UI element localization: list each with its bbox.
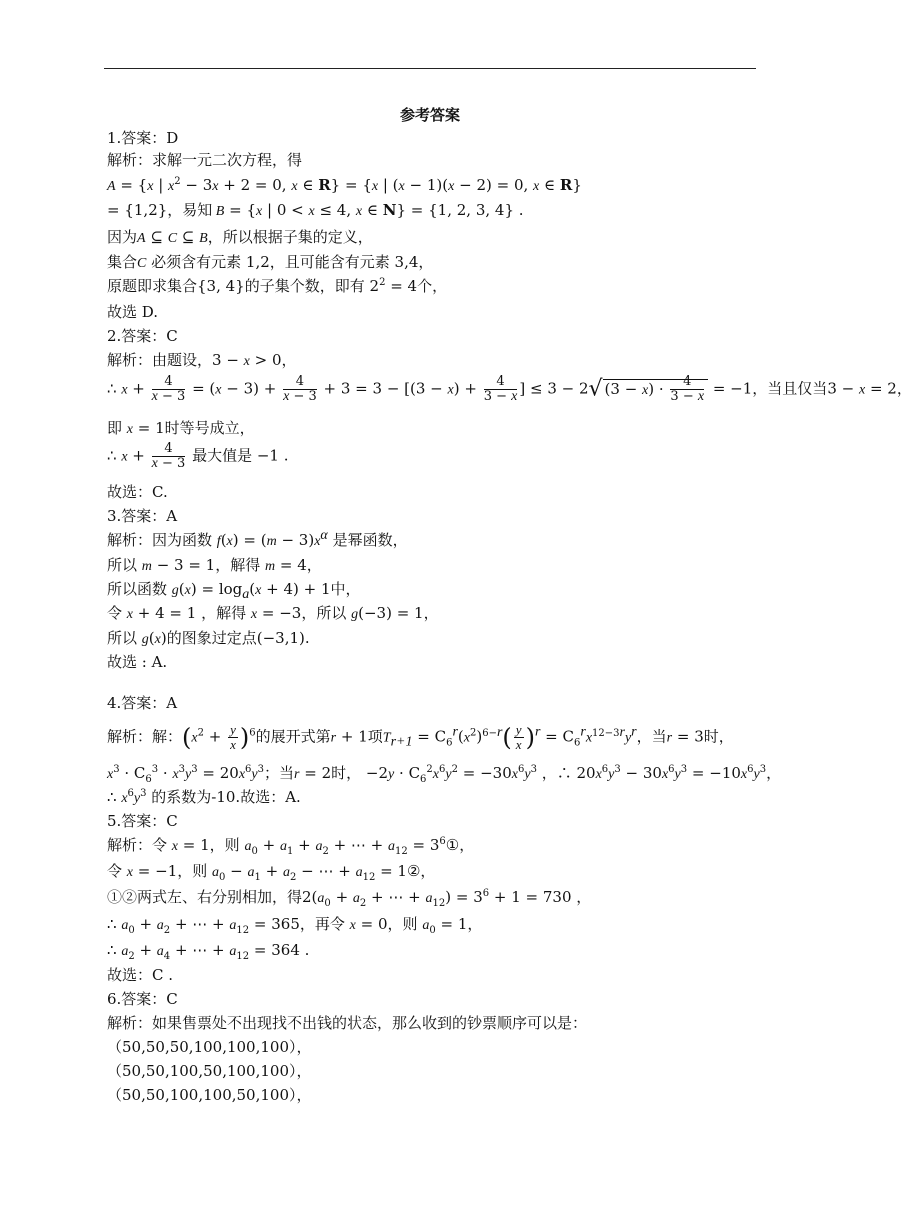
q2-line-4-text: 最大值是: [192, 446, 253, 465]
q1-line-1: 解析：求解一元二次方程，得: [107, 151, 303, 169]
q3-line-4-text-a: 令: [107, 604, 123, 622]
q2-line-3-text-a: 即: [107, 419, 123, 437]
q3-line-4-text-b: ，解得: [201, 604, 247, 622]
q5-line-1-text-b: ，则: [209, 836, 240, 854]
header-rule: [104, 68, 756, 69]
q2-line-5: 故选：C.: [107, 483, 168, 501]
q3-line-4: 令 x + 4 = 1 ，解得 x = −3，所以 g(−3) = 1，: [107, 604, 439, 622]
q5-line-4-text-c: ，则: [387, 915, 418, 933]
q3-line-5-text-a: 所以: [107, 629, 138, 647]
q4-line-1-text-e: 时，: [703, 727, 734, 746]
q4-line-1-text-b: 的展开式第: [255, 727, 331, 746]
q6-answer: 6.答案：C: [107, 990, 178, 1008]
q1-line-3: = {1,2}，易知 B = {x | 0 < x ≤ 4, x ∈ N} = {1, 2, 3, 4} .: [107, 201, 524, 219]
q3-line-3: 所以函数 $g(x) = \log_a(x + 4) + 1$中，: [107, 580, 361, 602]
q4-answer: 4.答案：A: [107, 694, 178, 712]
q4-line-1: 解析：解：($x^2$ + $\frac{y}{x}$ )$^6$的展开式第r + 1项$T_{r+1} = C_6^r(x^2)^{6-r}$( $\frac{y}{x}$ )$^r = C_6^rx^{12-3r}y^r$，当r = 3时，: [107, 722, 734, 752]
q1-line-4: 因为A ⊆ C ⊆ B，所以根据子集的定义，: [107, 228, 373, 246]
q3-line-2-text-b: ，解得: [215, 556, 261, 574]
q2-line-3-text-b: 时等号成立，: [164, 419, 255, 437]
q3-line-1-text-a: 解析：因为函数: [107, 531, 213, 549]
q3-line-3-text-a: 所以函数: [107, 580, 168, 598]
q5-line-4-text-b: ，再令: [299, 915, 345, 933]
q1-line-3-text: ，易知: [167, 201, 213, 219]
q1-line-4-text-b: ，所以根据子集的定义，: [207, 228, 373, 246]
q5-line-1: 解析：令 x = 1，则 $a_0 + a_1 + a_2$ + ⋯ + $a_{12}$ = $3^6①$，: [107, 836, 475, 857]
q3-answer: 3.答案：A: [107, 507, 178, 525]
q4-line-3-text: 的系数为-10.故选：A.: [151, 788, 301, 806]
q1-line-4-text-a: 因为: [107, 228, 138, 246]
q5-line-6: 故选：C .: [107, 966, 174, 984]
q1-line-6-text-a: 原题即求集合: [107, 277, 198, 295]
q4-line-3: ∴ $x^6y^3$ 的系数为-10.故选：A.: [107, 788, 301, 806]
q3-line-1-text-b: 是幂函数，: [332, 531, 408, 549]
q1-line-5-text-a: 集合: [107, 253, 138, 271]
q5-line-2-text-a: 令: [107, 862, 123, 880]
q1-line-6: 原题即求集合{3, 4}的子集个数，即有 $2^2 = 4$个，: [107, 277, 448, 295]
q2-line-2: ∴ x + $\frac{4}{x - 3}$ = (x − 3) + $\frac{4}{x - 3}$ + 3 = 3 − [(3 − x) + $\frac{4}{3 - x}$ ] ≤ 3 − 2√ (3 − x) · $\frac{4}{3 - x}$ = −1，当且仅当3 − x = 2，: [107, 374, 912, 404]
q5-line-5: ∴ $a_2 + a_4$ + ⋯ + $a_{12} = 364$ .: [107, 941, 310, 962]
q4-line-1-text-d: ，当: [636, 727, 667, 746]
q5-line-4: ∴ $a_0 + a_2$ + ⋯ + $a_{12} = 365$，再令 x = 0，则 $a_0 = 1$，: [107, 915, 483, 936]
q4-line-2: $x^3 \cdot C_6^3 \cdot x^3y^3 = 20x^6y^3$；当r = 2时， $-2y \cdot C_6^2x^6y^2 = -30x^6y^3$ ，∴ $20x^6y^3 - 30x^6y^3 = -10x^6y^3$，: [107, 764, 782, 785]
q5-line-3: ①②两式左、右分别相加，得$2(a_0 + a_2$ + ⋯ + $a_{12}) = 3^6 + 1 = 730$ ，: [107, 888, 592, 909]
q2-line-4: ∴ x + $\frac{4}{x - 3}$ 最大值是 −1 .: [107, 441, 289, 471]
q3-line-2: 所以 m − 3 = 1，解得 m = 4，: [107, 556, 322, 574]
q5-line-3-text: ①②两式左、右分别相加，得: [107, 888, 303, 906]
q6-sequence-1: （50,50,50,100,100,100），: [107, 1038, 312, 1056]
q4-line-1-text-a: 解析：解：: [107, 727, 183, 746]
q5-line-2-text-b: ，则: [177, 862, 208, 880]
q2-line-2-text: ，当且仅当: [752, 379, 828, 398]
q2-line-1: 解析：由题设，3 − x > 0，: [107, 351, 297, 369]
q3-line-5: 所以 g(x)的图象过定点(−3,1).: [107, 629, 310, 647]
q1-line-7: 故选 D.: [107, 303, 159, 321]
q1-formula-a: A = {x | $x^2 - 3x + 2 = 0$, x ∈ R} = {x | (x − 1)(x − 2) = 0, x ∈ R}: [107, 176, 582, 194]
q3-line-1: 解析：因为函数 $f(x) = (m - 3)x^\alpha$ 是幂函数，: [107, 528, 408, 549]
q4-line-2-text-b: 时，: [331, 764, 362, 782]
q2-answer: 2.答案：C: [107, 327, 178, 345]
q6-line-1: 解析：如果售票处不出现找不出钱的状态，那么收到的钞票顺序可以是：: [107, 1014, 588, 1032]
q3-line-2-text-a: 所以: [107, 556, 138, 574]
q5-line-1-text-a: 解析：令: [107, 836, 168, 854]
q6-sequence-2: （50,50,100,50,100,100），: [107, 1062, 312, 1080]
q5-line-2: 令 x = −1，则 $a_0 - a_1 + a_2$ − ⋯ + $a_{12}$ = 1②，: [107, 862, 436, 883]
q4-line-2-text-a: ；当: [264, 764, 295, 782]
q3-line-3-text-b: 中，: [330, 580, 361, 598]
q1-answer: 1.答案：D: [107, 129, 179, 147]
q1-line-6-text-c: 个，: [417, 277, 448, 295]
q3-line-5-text-b: 的图象过定点: [166, 629, 257, 647]
q5-answer: 5.答案：C: [107, 812, 178, 830]
q1-line-5: 集合C 必须含有元素 1,2，且可能含有元素 3,4，: [107, 253, 434, 271]
q1-line-5-text-b: 必须含有元素 1,2，且可能含有元素 3,4，: [151, 253, 434, 271]
q3-line-6: 故选 : A.: [107, 653, 168, 671]
q1-line-6-text-b: 的子集个数，即有: [244, 277, 365, 295]
q2-line-1-text: 解析：由题设，: [107, 351, 213, 369]
page-title: 参考答案: [399, 106, 460, 124]
q6-sequence-3: （50,50,100,100,50,100），: [107, 1086, 312, 1104]
q2-line-3: 即 x = 1时等号成立，: [107, 419, 255, 437]
q4-line-1-text-c: 项: [367, 727, 383, 746]
q3-line-4-text-c: ，所以: [301, 604, 347, 622]
